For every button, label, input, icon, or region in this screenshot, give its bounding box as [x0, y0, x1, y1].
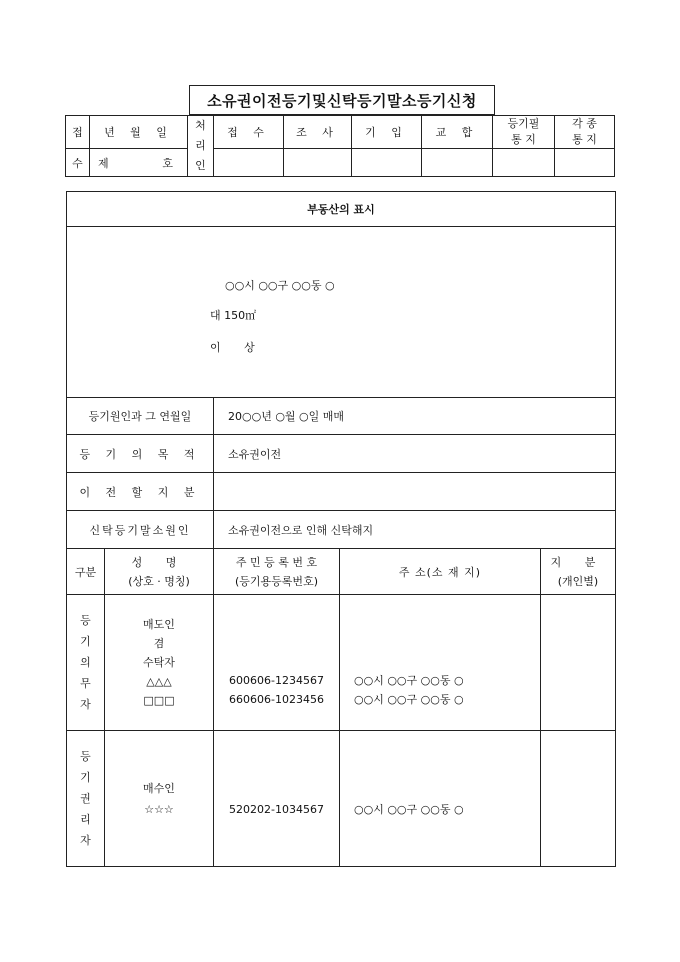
rightholder-name-line: ☆☆☆ — [144, 802, 174, 816]
header-completion-notice: 등기필 통 지 — [493, 116, 555, 149]
obligor-share[interactable] — [541, 595, 616, 731]
address-header: 주 소(소 재 지) — [340, 549, 541, 595]
rightholder-char: 권 — [80, 792, 91, 805]
share-label: 이 전 할 지 분 — [67, 473, 214, 511]
obligor-address-2: ○○시 ○○구 ○○동 ○ — [354, 693, 464, 706]
rightholder-char: 기 — [80, 771, 91, 784]
obligor-address[interactable] — [340, 595, 541, 731]
header-review: 교 합 — [422, 116, 493, 149]
property-address: ○○시 ○○구 ○○동 ○ — [225, 279, 335, 292]
purpose-value[interactable]: 소유권이전 — [214, 435, 616, 473]
receipt-label-top: 접 — [66, 116, 90, 149]
category-header: 구분 — [67, 549, 105, 595]
cause-label: 등기원인과 그 연월일 — [67, 398, 214, 435]
property-header: 부동산의 표시 — [67, 192, 616, 227]
header-entry: 기 입 — [352, 116, 422, 149]
receipt-table — [65, 115, 615, 177]
header-various-notice: 각 종 통 지 — [555, 116, 615, 149]
cause-value[interactable]: 20○○년 ○월 ○일 매매 — [214, 398, 616, 435]
cell-various-notice[interactable] — [555, 149, 615, 177]
share-header-main: 지 분 — [550, 555, 606, 569]
obligor-char: 의 — [80, 656, 91, 669]
cell-receipt[interactable] — [214, 149, 284, 177]
obligor-name-line: 겸 — [153, 637, 165, 650]
obligor-name[interactable] — [105, 595, 214, 731]
obligor-id[interactable] — [214, 595, 340, 731]
property-description[interactable] — [67, 227, 616, 398]
property-land: 대 150㎡ — [210, 309, 257, 322]
obligor-name-line: 수탁자 — [143, 656, 175, 669]
cell-review[interactable] — [422, 149, 493, 177]
property-end: 이 상 — [210, 341, 265, 354]
rightholder-id[interactable] — [214, 731, 340, 867]
share-value[interactable] — [214, 473, 616, 511]
receipt-number-label: 제 호 — [90, 149, 188, 177]
obligor-category — [67, 595, 105, 731]
obligor-name-line: △△△ — [146, 675, 172, 688]
share-header-sub: (개인별) — [557, 574, 599, 588]
name-header-sub: (상호 · 명칭) — [128, 574, 190, 588]
header-receipt: 접 수 — [214, 116, 284, 149]
obligor-char: 등 — [80, 614, 91, 627]
name-header — [105, 549, 214, 595]
obligor-address-1: ○○시 ○○구 ○○동 ○ — [354, 674, 464, 687]
receipt-label-bottom: 수 — [66, 149, 90, 177]
processor-label: 처 리 인 — [188, 116, 214, 177]
obligor-name-line: 매도인 — [143, 618, 175, 631]
cell-inspection[interactable] — [284, 149, 352, 177]
rightholder-name-line: 매수인 — [143, 781, 175, 795]
rightholder-char: 등 — [80, 750, 91, 763]
obligor-id-1: 600606-1234567 — [229, 674, 324, 687]
rightholder-name[interactable] — [105, 731, 214, 867]
header-inspection: 조 사 — [284, 116, 352, 149]
rightholder-address-value: ○○시 ○○구 ○○동 ○ — [354, 802, 464, 816]
id-header — [214, 549, 340, 595]
trust-cancel-label: 신탁등기말소원인 — [67, 511, 214, 549]
trust-cancel-value[interactable]: 소유권이전으로 인해 신탁해지 — [214, 511, 616, 549]
share-header — [541, 549, 616, 595]
application-table — [66, 191, 616, 867]
rightholder-char: 자 — [80, 834, 91, 847]
obligor-char: 무 — [80, 677, 91, 690]
rightholder-char: 리 — [80, 813, 91, 826]
rightholder-address[interactable] — [340, 731, 541, 867]
id-header-sub: (등기용등록번호) — [235, 574, 318, 588]
rightholder-id-value: 520202-1034567 — [229, 802, 324, 816]
form-title: 소유권이전등기및신탁등기말소등기신청 — [189, 85, 495, 115]
obligor-id-2: 660606-1023456 — [229, 693, 324, 706]
purpose-label: 등 기 의 목 적 — [67, 435, 214, 473]
obligor-char: 자 — [80, 698, 91, 711]
rightholder-share[interactable] — [541, 731, 616, 867]
obligor-char: 기 — [80, 635, 91, 648]
cell-entry[interactable] — [352, 149, 422, 177]
cell-completion-notice[interactable] — [493, 149, 555, 177]
name-header-main: 성 명 — [131, 555, 187, 569]
id-header-main: 주 민 등 록 번 호 — [235, 555, 318, 569]
receipt-date-label: 년 월 일 — [90, 116, 188, 149]
rightholder-category — [67, 731, 105, 867]
obligor-name-line: □□□ — [143, 694, 175, 707]
